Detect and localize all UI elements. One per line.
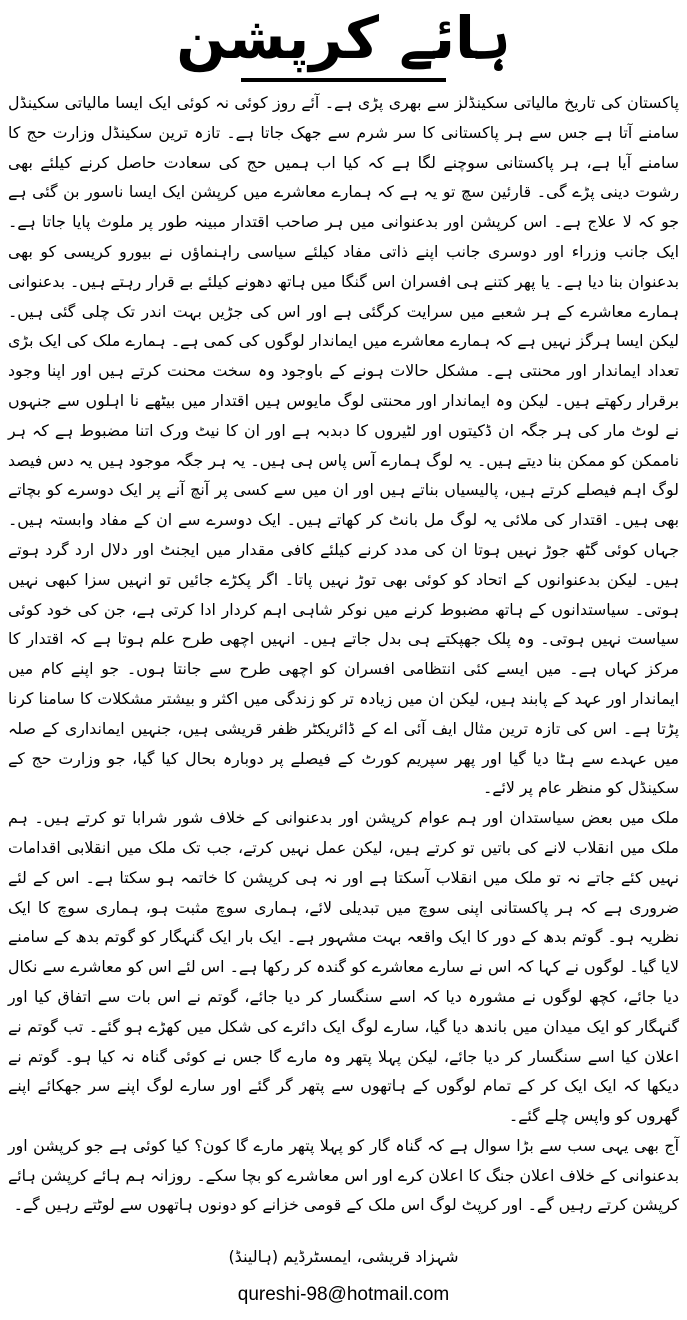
article-title: ہائے کرپشن — [176, 4, 511, 72]
title-underline — [241, 78, 446, 82]
author-email: qureshi-98@hotmail.com — [237, 1284, 450, 1305]
paragraph-2: ملک میں بعض سیاستدان اور ہم عوام کرپشن اور بدعنوانی کے خلاف شور شرابا تو کرتے ہیں۔ ہم ملک میں انقلاب لانے کی باتیں تو کرتے ہیں، لیکن عمل نہیں کرتے، جب تک ملک میں انقلابی اقدامات نہیں کئے جاتے نہ تو ملک میں انقلاب آسکتا ہے اور نہ ہی کرپشن کا خاتمہ ہو سکتا ہے۔ اس کے لئے ضروری ہے کہ ہر پاکستانی اپنی سوچ میں تبدیلی لائے، ہماری سوچ مثبت ہو، ہماری سوچ کا ایک نظریہ ہو۔ گوتم بدھ کے دور کا ایک واقعہ بہت مشہور ہے۔ ایک بار ایک گنہگار کو گوتم بدھ کے سامنے لایا گیا۔ لوگوں نے کہا کہ اس نے سارے معاشرے کو گندہ کر رکھا ہے۔ اس لئے اس کو معاشرے سے نکال دیا جائے، کچھ لوگوں نے مشورہ دیا کہ اسے سنگسار کر دیا جائے، گوتم نے اس بات سے اتفاق کیا اور گنہگار کو ایک میدان میں باندھ دیا گیا، سارے لوگ ایک دائرے کی شکل میں کھڑے ہو گئے۔ تب گوتم نے اعلان کیا اسے سنگسار کر دیا جائے، لیکن پہلا پتھر وہ مارے گا جس نے کوئی گناہ نہ کیا ہو۔ گوتم نے دیکھا کہ ایک ایک کر کے تمام لوگوں کے ہاتھوں سے پتھر گر گئے اور سارے لوگ اپنے سر جھکائے اپنے گھروں کو واپس چلے گئے۔ — [8, 808, 679, 1126]
paragraph-3: آج بھی یہی سب سے بڑا سوال ہے کہ گناہ گار کو پہلا پتھر مارے گا کون؟ کیا کوئی ہے جو کرپشن اور بدعنوانی کے خلاف اعلان جنگ کا اعلان کرے اور اس معاشرے کو بچا سکے۔ روزانہ ہم ہائے کرپشن ہائے کرپشن کرتے رہیں گے۔ اور کرپٹ لوگ اس ملک کے قومی خزانے کو دونوں ہاتھوں سے لوٹتے رہیں گے۔ — [8, 1135, 679, 1215]
article-header — [0, 2, 687, 88]
author-byline: شہزاد قریشی، ایمسٹرڈیم (ہالینڈ) — [228, 1247, 459, 1266]
article-body — [8, 88, 679, 1220]
paragraph-1: پاکستان کی تاریخ مالیاتی سکینڈلز سے بھری پڑی ہے۔ آئے روز کوئی نہ کوئی ایک ایسا مالیاتی سکینڈل سامنے آتا ہے جس سے ہر پاکستانی کا سر شرم سے جھک جاتا ہے۔ تازہ ترین سکینڈل وزارت حج کا سامنے آیا ہے، ہر پاکستانی سوچنے لگا ہے کہ کیا اب ہمیں حج کی سعادت حاصل کرنے کیلئے بھی رشوت دینی پڑے گی۔ قارئین سچ تو یہ ہے کہ ہمارے معاشرے میں کرپشن ایک ایسا ناسور بن گئی ہے جو کہ لا علاج ہے۔ اس کرپشن اور بدعنوانی میں ہر صاحب اقتدار مبینہ طور پر ملوث پایا جاتا ہے۔ ایک جانب وزراء اور دوسری جانب اپنے ذاتی مفاد کیلئے سیاسی راہنماؤں نے بیورو کریسی کو بھی بدعنوان بنا دیا ہے۔ یا پھر کتنے ہی افسران اس گنگا میں ہاتھ دھونے کیلئے بے قرار رہتے ہیں۔ بدعنوانی ہمارے معاشرے کے ہر شعبے میں سرایت کرگئی ہے اور اس کی جڑیں بہت اندر تک چلی گئی ہیں۔ لیکن ایسا ہرگز نہیں ہے کہ ہمارے معاشرے میں ایماندار لوگوں کی کمی ہے۔ ہمارے ملک کی ایک بڑی تعداد ایماندار اور محنتی ہے۔ مشکل حالات ہونے کے باوجود وہ سخت محنت کرتے ہیں اور اپنا وجود برقرار رکھتے ہیں۔ لیکن وہ ایماندار اور محنتی لوگ مایوس ہیں اقتدار میں بیٹھے نا اہلوں سے جنہوں نے لوٹ مار کی ہر جگہ ان ڈکیتوں اور لٹیروں کا دبدبہ ہے اور ان کا نیٹ ورک اتنا مضبوط ہے کہ ہر ناممکن کو ممکن بنا دیتے ہیں۔ یہ لوگ ہمارے آس پاس ہی ہیں۔ یہ ہر جگہ موجود ہیں یہ دس فیصد لوگ اہم فیصلے کرتے ہیں، پالیسیاں بناتے ہیں اور ان میں سے کسی پر آنچ آنے پر ایک دوسرے کو بچاتے بھی ہیں۔ اقتدار کی ملائی یہ لوگ مل بانٹ کر کھاتے ہیں۔ ایک دوسرے سے ان کے مفاد وابستہ ہیں۔ جہاں کوئی گٹھ جوڑ نہیں ہوتا ان کی مدد کرنے کیلئے کافی مقدار میں ایجنٹ اور دلال ارد گرد ہوتے ہیں۔ لیکن بدعنوانوں کے اتحاد کو کوئی بھی توڑ نہیں پاتا۔ اگر پکڑے جائیں تو انہیں سزا کبھی نہیں ہوتی۔ سیاستدانوں کے ہاتھ مضبوط کرنے میں نوکر شاہی اہم کردار ادا کرتی ہے، جن کی خود کوئی سیاست نہیں ہوتی۔ وہ پلک جھپکتے ہی بدل جاتے ہیں۔ انہیں اچھی طرح علم ہوتا ہے کہ اقتدار کا مرکز کہاں ہے۔ میں ایسے کئی انتظامی افسران کو اچھی طرح سے جانتا ہوں۔ جو اپنے کام میں ایماندار اور عہد کے پابند ہیں، لیکن ان میں زیادہ تر کو زندگی میں اکثر و بیشتر مشکلات کا سامنا کرنا پڑتا ہے۔ اس کی تازہ ترین مثال ایف آئی اے کے ڈائریکٹر ظفر قریشی ہیں، جنہیں ایمانداری کے صلہ میں عہدے سے ہٹا دیا گیا اور پھر سپریم کورٹ کے فیصلے پر دوبارہ بحال کیا گیا، جو وزارت حج کے سکینڈل کو منظر عام پر لائے۔ — [8, 93, 679, 798]
